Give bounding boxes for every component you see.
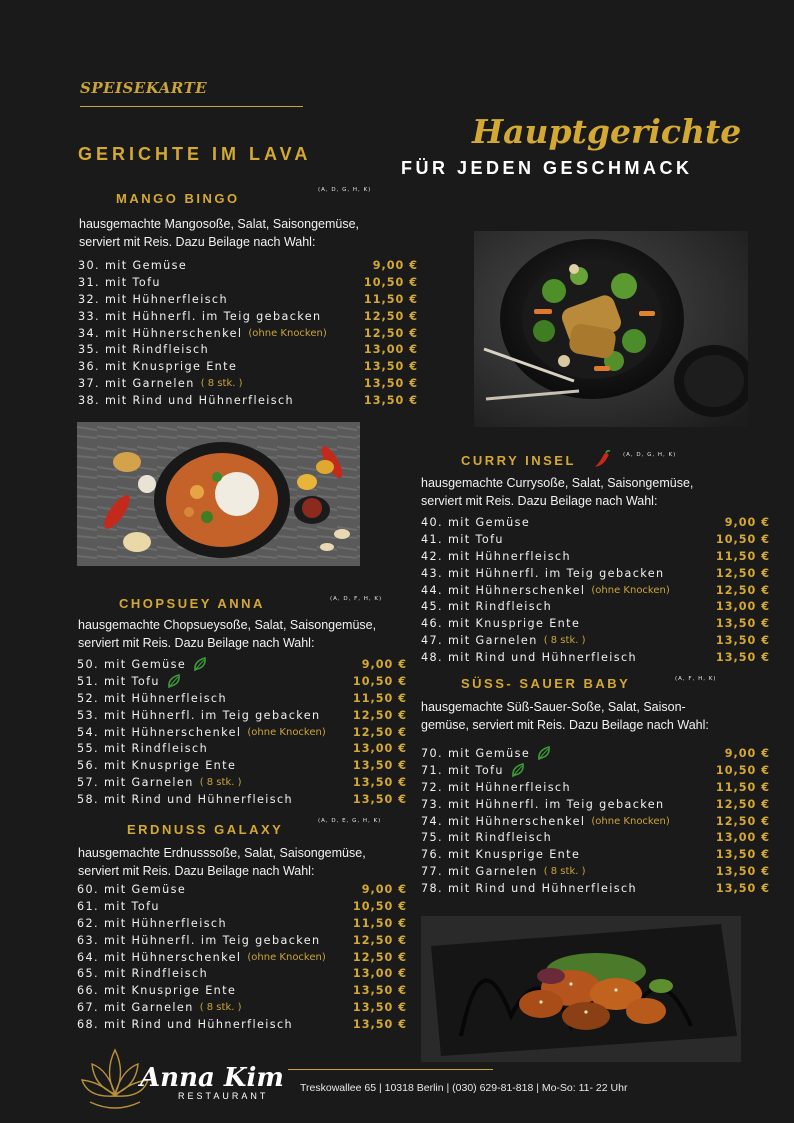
menu-item xyxy=(77,656,407,673)
menu-item xyxy=(77,707,407,724)
menu-item-price: 9,00 € xyxy=(724,515,770,529)
dish-description xyxy=(421,474,693,510)
menu-item-note: ( 8 stk. ) xyxy=(543,866,586,878)
menu-item-name-wrap xyxy=(421,617,580,630)
menu-item-name-wrap xyxy=(77,656,208,672)
menu-item-name-wrap xyxy=(421,567,665,580)
menu-item-price: 11,50 € xyxy=(715,549,770,563)
menu-item-name: 62. mit Hühnerfleisch xyxy=(77,916,227,930)
menu-item-name: 73. mit Hühnerfl. im Teig gebacken xyxy=(421,797,665,811)
menu-item xyxy=(78,274,418,291)
menu-item-price: 13,00 € xyxy=(715,831,770,845)
description-line: gemüse, serviert mit Reis. Dazu Beilage nach Wahl: xyxy=(421,718,709,732)
menu-item xyxy=(78,341,418,358)
allergen-codes: (A, D, E, G, H, K) xyxy=(318,818,382,824)
menu-item-name-wrap xyxy=(77,709,321,722)
menu-item-price: 13,50 € xyxy=(352,1001,407,1015)
menu-item-price: 12,50 € xyxy=(715,814,770,828)
menu-item-price: 13,50 € xyxy=(363,360,418,374)
menu-item-name: 78. mit Rind und Hühnerfleisch xyxy=(421,882,638,896)
dish-description xyxy=(79,215,359,251)
menu-kicker: SPEISEKARTE xyxy=(80,79,208,97)
description-line: hausgemachte Süß-Sauer-Soße, Salat, Saison- xyxy=(421,700,686,714)
menu-item xyxy=(421,514,770,531)
price-list-mango xyxy=(78,257,418,409)
restaurant-address: Treskowallee 65 | 10318 Berlin | (030) 629-81-818 | Mo-So: 11- 22 Uhr xyxy=(300,1082,628,1094)
menu-item-name-wrap xyxy=(77,793,293,806)
menu-item-name-wrap xyxy=(78,377,243,390)
menu-item-note: (ohne Knocken) xyxy=(591,584,670,596)
menu-item-name-wrap xyxy=(78,310,322,323)
menu-item-note: (ohne Knocken) xyxy=(248,327,327,339)
menu-item-price: 9,00 € xyxy=(361,657,407,671)
menu-item-price: 12,50 € xyxy=(363,326,418,340)
menu-item-name-wrap xyxy=(77,692,227,705)
menu-item-name: 40. mit Gemüse xyxy=(421,515,531,529)
leaf-icon xyxy=(192,656,208,672)
menu-item-price: 13,00 € xyxy=(715,600,770,614)
menu-item xyxy=(77,915,407,932)
menu-item xyxy=(78,257,418,274)
menu-item-name: 37. mit Garnelen xyxy=(78,377,195,391)
page-title: Hauptgerichte xyxy=(472,112,742,151)
menu-item-name-wrap xyxy=(421,516,530,529)
menu-item xyxy=(77,898,407,915)
menu-item-name-wrap xyxy=(77,759,236,772)
menu-item-name: 52. mit Hühnerfleisch xyxy=(77,691,227,705)
menu-item xyxy=(78,392,418,409)
description-line: serviert mit Reis. Dazu Beilage nach Wahl: xyxy=(421,494,658,508)
price-list-erdnuss xyxy=(77,881,407,1033)
menu-item xyxy=(421,880,770,897)
menu-item xyxy=(77,724,407,741)
allergen-codes: (A, D, F, H, K) xyxy=(330,596,383,602)
menu-item-name: 30. mit Gemüse xyxy=(78,258,188,272)
dish-description xyxy=(78,844,366,880)
menu-item-name: 42. mit Hühnerfleisch xyxy=(421,549,571,563)
leaf-icon xyxy=(536,745,552,761)
brand-name: Anna Kim xyxy=(140,1063,284,1093)
menu-item-price: 13,50 € xyxy=(715,617,770,631)
dish-description xyxy=(421,698,709,734)
description-line: hausgemachte Mangosoße, Salat, Saisongemüse, xyxy=(79,217,360,231)
menu-item-name: 45. mit Rindfleisch xyxy=(421,600,553,614)
dish-photo-curry xyxy=(77,422,360,566)
menu-item-name: 54. mit Hühnerschenkel xyxy=(77,725,242,739)
menu-item-price: 10,50 € xyxy=(715,532,770,546)
menu-item-price: 13,50 € xyxy=(352,793,407,807)
menu-item xyxy=(77,673,407,690)
menu-item-name: 36. mit Knusprige Ente xyxy=(78,360,238,374)
menu-item xyxy=(421,762,770,779)
menu-item-name-wrap xyxy=(78,360,237,373)
menu-item xyxy=(77,1016,407,1033)
menu-item-name: 43. mit Hühnerfl. im Teig gebacken xyxy=(421,566,665,580)
menu-item-price: 12,50 € xyxy=(715,797,770,811)
dish-title-mango-bingo: MANGO BINGO xyxy=(116,191,240,206)
menu-item-price: 12,50 € xyxy=(715,583,770,597)
menu-item-name: 72. mit Hühnerfleisch xyxy=(421,780,571,794)
menu-item xyxy=(421,863,770,880)
menu-item xyxy=(78,325,418,342)
menu-item-name-wrap xyxy=(77,1001,242,1014)
menu-item xyxy=(421,632,770,649)
menu-item-note: (ohne Knocken) xyxy=(247,726,326,738)
menu-item-name: 50. mit Gemüse xyxy=(77,657,187,671)
menu-item-price: 13,50 € xyxy=(715,882,770,896)
menu-item-price: 13,50 € xyxy=(715,848,770,862)
menu-item-price: 12,50 € xyxy=(352,725,407,739)
menu-item-price: 13,00 € xyxy=(363,343,418,357)
menu-item-name-wrap xyxy=(421,848,580,861)
menu-item xyxy=(77,757,407,774)
menu-item-name-wrap xyxy=(421,798,665,811)
menu-item-price: 13,50 € xyxy=(352,984,407,998)
leaf-icon xyxy=(510,762,526,778)
menu-item xyxy=(77,932,407,949)
menu-item-price: 13,50 € xyxy=(363,394,418,408)
menu-item-name: 77. mit Garnelen xyxy=(421,865,538,879)
menu-item xyxy=(77,949,407,966)
menu-item-price: 9,00 € xyxy=(372,258,418,272)
menu-item-name-wrap xyxy=(421,781,571,794)
price-list-suess-sauer xyxy=(421,745,770,897)
menu-item xyxy=(421,813,770,830)
menu-item-name: 46. mit Knusprige Ente xyxy=(421,617,581,631)
dish-title-curry-insel: CURRY INSEL xyxy=(461,453,576,468)
menu-item xyxy=(78,375,418,392)
menu-item-price: 13,50 € xyxy=(352,1018,407,1032)
dish-photo-sweet-sour xyxy=(421,916,741,1062)
menu-item xyxy=(77,690,407,707)
leaf-icon xyxy=(166,673,182,689)
menu-item-price: 9,00 € xyxy=(361,882,407,896)
menu-item xyxy=(77,881,407,898)
menu-item xyxy=(421,565,770,582)
menu-item-name-wrap xyxy=(421,815,670,828)
menu-item xyxy=(421,745,770,762)
dish-title-suess-sauer-baby: SÜSS- SAUER BABY xyxy=(461,676,631,691)
menu-item xyxy=(421,649,770,666)
menu-item-name: 63. mit Hühnerfl. im Teig gebacken xyxy=(77,933,321,947)
menu-item-name: 68. mit Rind und Hühnerfleisch xyxy=(77,1018,294,1032)
menu-item-name-wrap xyxy=(421,584,670,597)
menu-item-name: 34. mit Hühnerschenkel xyxy=(78,326,243,340)
description-line: serviert mit Reis. Dazu Beilage nach Wahl: xyxy=(79,235,316,249)
page-subtitle: FÜR JEDEN GESCHMACK xyxy=(401,158,693,178)
menu-item-name-wrap xyxy=(78,259,187,272)
menu-item-name-wrap xyxy=(421,634,586,647)
allergen-codes: (A, D, G, H, K) xyxy=(318,187,372,193)
menu-item-name: 76. mit Knusprige Ente xyxy=(421,848,581,862)
menu-item-name-wrap xyxy=(78,327,327,340)
menu-item-name: 32. mit Hühnerfleisch xyxy=(78,292,228,306)
menu-item-name-wrap xyxy=(78,293,228,306)
menu-item-name: 51. mit Tofu xyxy=(77,674,160,688)
menu-item-name-wrap xyxy=(77,742,208,755)
menu-item-price: 10,50 € xyxy=(363,275,418,289)
menu-item-name-wrap xyxy=(77,883,186,896)
menu-item-name: 33. mit Hühnerfl. im Teig gebacken xyxy=(78,309,322,323)
menu-item xyxy=(78,308,418,325)
menu-item-name: 38. mit Rind und Hühnerfleisch xyxy=(78,394,295,408)
dish-photo-stirfry xyxy=(474,231,748,427)
menu-item-name-wrap xyxy=(421,600,552,613)
menu-item xyxy=(421,829,770,846)
menu-item-price: 13,50 € xyxy=(363,377,418,391)
menu-item-note: ( 8 stk. ) xyxy=(200,378,243,390)
menu-item-name: 48. mit Rind und Hühnerfleisch xyxy=(421,651,638,665)
menu-item-price: 10,50 € xyxy=(352,899,407,913)
menu-item-price: 12,50 € xyxy=(352,933,407,947)
menu-item-name-wrap xyxy=(421,550,571,563)
menu-item-price: 12,50 € xyxy=(352,708,407,722)
menu-item-name-wrap xyxy=(77,917,227,930)
allergen-codes: (A, F, H, K) xyxy=(675,676,717,682)
menu-item-price: 11,50 € xyxy=(363,292,418,306)
menu-item-price: 10,50 € xyxy=(352,674,407,688)
menu-item-note: (ohne Knocken) xyxy=(591,815,670,827)
menu-item-price: 9,00 € xyxy=(724,746,770,760)
menu-item-name: 75. mit Rindfleisch xyxy=(421,831,553,845)
menu-item-name: 53. mit Hühnerfl. im Teig gebacken xyxy=(77,708,321,722)
chili-icon xyxy=(592,450,612,470)
menu-item-price: 13,50 € xyxy=(715,651,770,665)
menu-item-price: 11,50 € xyxy=(352,691,407,705)
menu-item-price: 13,50 € xyxy=(352,776,407,790)
menu-item-name-wrap xyxy=(77,934,321,947)
description-line: serviert mit Reis. Dazu Beilage nach Wahl: xyxy=(78,636,315,650)
menu-item-price: 13,00 € xyxy=(352,742,407,756)
menu-item-name: 58. mit Rind und Hühnerfleisch xyxy=(77,793,294,807)
menu-item-note: ( 8 stk. ) xyxy=(543,635,586,647)
menu-item-name: 64. mit Hühnerschenkel xyxy=(77,950,242,964)
menu-item-name-wrap xyxy=(421,533,504,546)
menu-item-name: 60. mit Gemüse xyxy=(77,882,187,896)
menu-item xyxy=(421,779,770,796)
menu-item-name-wrap xyxy=(421,882,637,895)
description-line: hausgemachte Currysoße, Salat, Saisongemüse, xyxy=(421,476,694,490)
menu-item-name: 70. mit Gemüse xyxy=(421,746,531,760)
menu-item xyxy=(421,531,770,548)
menu-item-price: 13,50 € xyxy=(352,759,407,773)
menu-item xyxy=(421,548,770,565)
menu-item xyxy=(421,796,770,813)
menu-item xyxy=(77,965,407,982)
menu-item-name-wrap xyxy=(78,276,161,289)
price-list-curry xyxy=(421,514,770,666)
menu-item-note: ( 8 stk. ) xyxy=(199,777,242,789)
price-list-chopsuey xyxy=(77,656,407,808)
menu-item-name: 71. mit Tofu xyxy=(421,763,504,777)
menu-item-price: 12,50 € xyxy=(352,950,407,964)
menu-item-name: 55. mit Rindfleisch xyxy=(77,742,209,756)
section-heading: GERICHTE IM LAVA xyxy=(78,144,312,164)
menu-item-price: 12,50 € xyxy=(715,566,770,580)
menu-item xyxy=(78,291,418,308)
menu-item-name: 66. mit Knusprige Ente xyxy=(77,984,237,998)
description-line: hausgemachte Chopsueysoße, Salat, Saisongemüse, xyxy=(78,618,377,632)
menu-item-name-wrap xyxy=(421,745,552,761)
menu-item-name: 35. mit Rindfleisch xyxy=(78,343,210,357)
menu-item-name: 65. mit Rindfleisch xyxy=(77,967,209,981)
menu-item-note: ( 8 stk. ) xyxy=(199,1002,242,1014)
menu-item-name: 57. mit Garnelen xyxy=(77,776,194,790)
menu-item-name-wrap xyxy=(421,762,526,778)
menu-item-name: 67. mit Garnelen xyxy=(77,1001,194,1015)
menu-item xyxy=(77,982,407,999)
menu-item-name-wrap xyxy=(77,673,182,689)
menu-item-price: 11,50 € xyxy=(715,780,770,794)
menu-item xyxy=(77,774,407,791)
menu-item xyxy=(421,598,770,615)
menu-item-price: 13,50 € xyxy=(715,865,770,879)
menu-item-name: 31. mit Tofu xyxy=(78,275,161,289)
footer-divider xyxy=(288,1069,493,1070)
menu-item-name-wrap xyxy=(421,831,552,844)
menu-item-name: 61. mit Tofu xyxy=(77,899,160,913)
menu-item-name-wrap xyxy=(77,900,160,913)
menu-item-name: 44. mit Hühnerschenkel xyxy=(421,583,586,597)
menu-item-name: 74. mit Hühnerschenkel xyxy=(421,814,586,828)
menu-item-price: 12,50 € xyxy=(363,309,418,323)
menu-item-name-wrap xyxy=(77,951,326,964)
menu-item-name: 41. mit Tofu xyxy=(421,532,504,546)
menu-item-name-wrap xyxy=(77,984,236,997)
description-line: hausgemachte Erdnusssoße, Salat, Saisongemüse, xyxy=(78,846,366,860)
description-line: serviert mit Reis. Dazu Beilage nach Wahl: xyxy=(78,864,315,878)
menu-item-price: 10,50 € xyxy=(715,763,770,777)
allergen-codes: (A, D, G, H, K) xyxy=(623,452,677,458)
kicker-divider xyxy=(80,106,303,107)
menu-item xyxy=(421,846,770,863)
brand-subtitle: RESTAURANT xyxy=(178,1091,269,1101)
menu-item-name: 56. mit Knusprige Ente xyxy=(77,759,237,773)
menu-item xyxy=(77,740,407,757)
menu-item-name-wrap xyxy=(77,776,242,789)
dish-description xyxy=(78,616,376,652)
menu-item-price: 13,00 € xyxy=(352,967,407,981)
menu-item-name-wrap xyxy=(77,967,208,980)
menu-item xyxy=(77,999,407,1016)
menu-item-note: (ohne Knocken) xyxy=(247,951,326,963)
menu-item xyxy=(78,358,418,375)
menu-item xyxy=(421,615,770,632)
menu-item-name-wrap xyxy=(78,394,294,407)
menu-item-name-wrap xyxy=(421,865,586,878)
dish-title-chopsuey-anna: CHOPSUEY ANNA xyxy=(119,596,265,611)
menu-item xyxy=(77,791,407,808)
menu-item-name-wrap xyxy=(421,651,637,664)
menu-item-name-wrap xyxy=(77,1018,293,1031)
menu-item-name-wrap xyxy=(77,726,326,739)
menu-item xyxy=(421,582,770,599)
menu-item-name-wrap xyxy=(78,343,209,356)
dish-title-erdnuss-galaxy: ERDNUSS GALAXY xyxy=(127,822,284,837)
menu-item-price: 13,50 € xyxy=(715,634,770,648)
menu-item-name: 47. mit Garnelen xyxy=(421,634,538,648)
menu-item-price: 11,50 € xyxy=(352,916,407,930)
